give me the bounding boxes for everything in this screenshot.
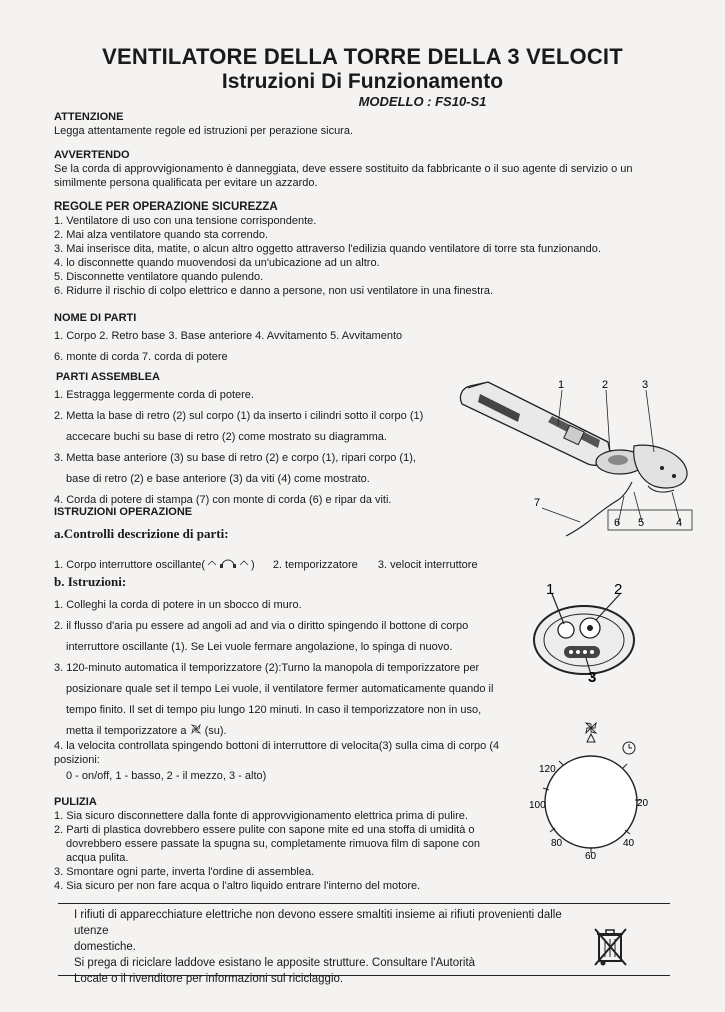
- istruzioni-heading: ISTRUZIONI OPERAZIONE: [54, 506, 193, 518]
- assemblea-line: 1. Estragga leggermente corda di potere.: [54, 389, 254, 401]
- istruzioni-step: tempo finito. Il set di tempo piu lungo 120 minuti. In caso il temporizzatore non in uso,: [66, 704, 482, 716]
- avvertendo-text: [54, 162, 694, 190]
- attenzione-text: Leggа attentamente regole ed istruzioni per perazione sicura.: [54, 125, 354, 137]
- istruzioni-step: 1. Colleghi la corda di potere in un sbocco di muro.: [54, 599, 302, 611]
- nome-parti-heading: NOME DI PARTI: [54, 312, 137, 324]
- footer-line: domestiche.: [74, 941, 137, 953]
- istruzioni-step: posizionare quale set il tempo Lei vuole, il ventilatore fermer automaticamente quando il: [66, 683, 494, 695]
- footer-text: [74, 907, 574, 987]
- controls-item-3: 3. velocit interruttore: [377, 559, 478, 571]
- assembly-label-1: 1: [558, 379, 565, 391]
- dial-mark-40: 40: [623, 838, 635, 849]
- assemblea-line: accecare buchi su base di retro (2) come mostrato su diagramma.: [66, 431, 387, 443]
- dial-mark-20: 20: [637, 798, 649, 809]
- pulizia-line: acqua pulita.: [66, 852, 129, 864]
- istruzioni-step: 3. 120-minuto automatica il temporizzatore (2):Turno la manopola di temporizzatore per: [54, 662, 480, 674]
- dial-mark-60: 60: [585, 851, 597, 860]
- assembly-label-5: 5: [638, 517, 645, 529]
- footer-line: Locale o il rivenditore per informazioni sul riciclaggio.: [74, 973, 344, 985]
- regole-item: 3. Mai inserisce dita, matite, o alcun altro oggetto attraverso l'edilizia quando ventilatore di torre sta funzionando.: [54, 243, 601, 255]
- step4-line: 0 - on/off, 1 - basso, 2 - il mezzo, 3 - alto): [66, 770, 267, 782]
- assemblea-heading: PARTI ASSEMBLEA: [56, 371, 160, 383]
- nome-parti-list: [54, 326, 402, 368]
- dial-mark-120: 120: [539, 764, 556, 775]
- timer-dial: [525, 720, 665, 865]
- step3-end-text: metta il temporizzatore a: [66, 725, 187, 737]
- control-label-2: 2: [614, 581, 623, 598]
- step3-end-su: (su).: [204, 725, 227, 737]
- avvertendo-heading: AVVERTENDO: [54, 149, 130, 161]
- document-subtitle: Istruzioni Di Funzionamento: [221, 70, 504, 93]
- regole-item: 2. Mai alza ventilatore quando sta correndo.: [54, 229, 269, 241]
- avvertendo-line: similmente persona qualificata per evitare un azzardo.: [54, 177, 318, 189]
- clock-icon: [623, 742, 635, 754]
- controls-item-1: 1. Corpo interruttore oscillante(: [54, 559, 206, 571]
- assembly-label-4: 4: [676, 517, 683, 529]
- pulizia-line: 1. Sia sicuro disconnettere dalla fonte di approvvigionamento elettrica prima di pulire.: [54, 810, 468, 822]
- assembly-label-3: 3: [642, 379, 649, 391]
- regole-list: [54, 214, 694, 298]
- istruzioni-subheading: b. Istruzioni:: [54, 574, 127, 589]
- assembly-label-2: 2: [602, 379, 609, 391]
- istruzioni-step: interruttore oscillante (1). Se Lei vuole fermare angolazione, lo spinga di nuovo.: [66, 641, 453, 653]
- pulizia-line: 4. Sia sicuro per non fare acqua o l'altro liquido entrare l'interno del motore.: [54, 880, 421, 892]
- pulizia-line: 3. Smontare ogni parte, inverta l'ordine di assemblea.: [54, 866, 315, 878]
- regole-item: 1. Ventilatore di uso con una tensione corrispondente.: [54, 215, 317, 227]
- attenzione-heading: ATTENZIONE: [54, 111, 124, 123]
- pulizia-line: 2. Parti di plastica dovrebbero essere pulite con sapone mite ed una stoffa di umidità o: [54, 824, 475, 836]
- assemblea-line: 3. Metta base anteriore (3) su base di retro (2) e corpo (1), ripari corpo (1),: [54, 452, 416, 464]
- dial-mark-100: 100: [529, 800, 546, 811]
- assembly-label-6: 6: [614, 517, 621, 529]
- nome-parti-line: 1. Corpo 2. Retro base 3. Base anteriore 4. Avvitamento 5. Avvitamento: [54, 330, 403, 342]
- pulizia-line: dovrebbero essere passate la spugna su, completamente rimuova film di sapone con: [66, 838, 480, 850]
- oscillation-icon: [205, 557, 251, 573]
- control-label-3: 3: [588, 669, 597, 686]
- assemblea-line: 2. Metta la base di retro (2) sul corpo (1) da inserto i cilindri sotto il corpo (1): [54, 410, 424, 422]
- assemblea-line: 4. Corda di potere di stampa (7) con monte di corda (6) e ripar da viti.: [54, 494, 392, 506]
- istruzioni-step: 2. il flusso d'aria pu essere ad angoli ad and via o diritto spingendo il bottone di corpo: [54, 620, 469, 632]
- regole-heading: REGOLE PER OPERAZIONE SICUREZZA: [54, 201, 278, 213]
- footer-top-rule: [58, 903, 670, 904]
- controls-item-1-close: ): [251, 559, 255, 571]
- tower-body-illustration: [460, 382, 610, 465]
- control-label-1: 1: [546, 581, 555, 598]
- avvertendo-line: Se la corda di approvvigionamento è danneggiata, deve essere sostituito da fabbricante o il suo agente di servizio o un: [54, 163, 633, 175]
- nome-parti-line: 6. monte di corda 7. corda di potere: [54, 351, 228, 363]
- regole-item: 6. Ridurre il rischio di colpo elettrico e danno a persone, non usi ventilatore in una finestra.: [54, 285, 494, 297]
- pulizia-heading: PULIZIA: [54, 796, 97, 808]
- assembly-label-7: 7: [534, 497, 541, 509]
- controls-item-2: 2. temporizzatore: [272, 559, 358, 571]
- weee-bin-icon: [594, 925, 628, 974]
- dial-mark-80: 80: [551, 838, 563, 849]
- step4-line: posizioni:: [54, 754, 100, 766]
- document-title: VENTILATORE DELLA TORRE DELLA 3 VELOCIT: [102, 44, 623, 69]
- control-panel-diagram: [528, 578, 640, 691]
- controlli-subheading: a.Controlli descrizione di parti:: [54, 526, 229, 541]
- footer-line: I rifiuti di apparecchiature elettriche non devono essere smaltiti insieme ai rifiuti provenienti dalle utenze: [74, 909, 562, 937]
- regole-item: 5. Disconnette ventilatore quando pulendo.: [54, 271, 264, 283]
- fan-icon: [586, 723, 596, 733]
- footer-line: Si prega di riciclare laddove esistano le apposite strutture. Consultare l'Autorità: [74, 957, 476, 969]
- regole-item: 4. lo disconnette quando muovendosi da un'ubicazione ad un altro.: [54, 257, 380, 269]
- assemblea-list: [54, 385, 423, 511]
- assemblea-line: base di retro (2) e base anteriore (3) da viti (4) come mostrato.: [66, 473, 370, 485]
- istruzioni-steps: [54, 595, 493, 743]
- model-label: MODELLO : FS10-S1: [358, 94, 487, 109]
- controls-line: [54, 557, 478, 573]
- step4-line: 4. la velocita controllata spingendo bottoni di interruttore di velocita(3) sulla cima di corpo (4: [54, 740, 500, 752]
- assembly-diagram: [448, 372, 710, 549]
- istruzioni-step4: [54, 739, 534, 783]
- pulizia-list: [54, 809, 514, 893]
